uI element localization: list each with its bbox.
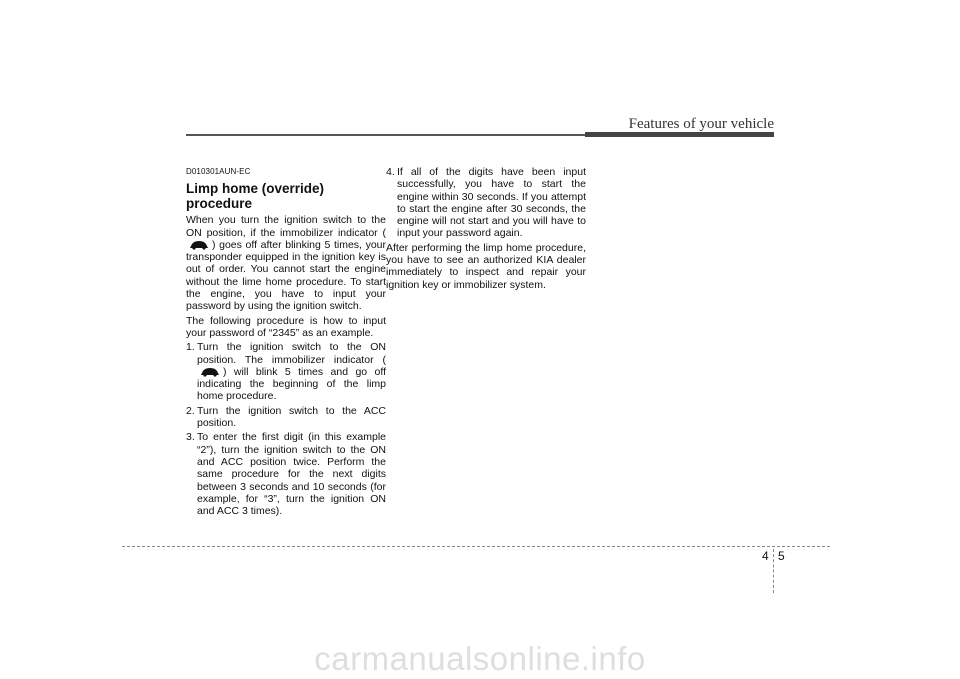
step-number: 1. xyxy=(186,341,195,354)
step-number: 3. xyxy=(186,431,195,444)
intro-text-a: When you turn the ignition switch to the ON position, if the immobilizer indicator ( xyxy=(186,214,386,239)
list-item xyxy=(386,166,586,240)
section-code: D010301AUN-EC xyxy=(186,167,251,176)
step-number: 4. xyxy=(386,166,395,178)
intro-paragraph xyxy=(186,214,386,312)
procedure-intro: The following procedure is how to input your password of “2345” as an example. xyxy=(186,314,386,339)
intro-text-b: ) goes off after blinking 5 times, your transponder equipped in the ignition key is out of order. You cannot start the engine without the lime home procedure. To start the engine, you have to input your password by using the ignition switch. xyxy=(186,238,386,313)
watermark: carmanualsonline.info xyxy=(314,640,646,677)
right-column xyxy=(386,166,586,293)
header-rule xyxy=(186,134,586,136)
section-heading: Limp home (override) procedure xyxy=(186,181,325,212)
list-item xyxy=(186,431,386,517)
page-divider xyxy=(773,549,774,593)
footer-rule xyxy=(122,546,830,547)
step-text: If all of the digits have been input successfully, you have to start the engine within 30 seconds. If you attempt to start the engine after 30 seconds, the engine will not start and you will have to input your password again. xyxy=(397,166,586,240)
step-text: To enter the first digit (in this example “2”), turn the ignition switch to the ON and ACC position twice. Perform the same procedure for the next digits between 3 seconds and 10 seconds (for example, for “3”, turn the ignition ON and ACC 3 times). xyxy=(197,431,386,518)
step-number: 2. xyxy=(186,404,195,417)
list-item xyxy=(186,405,386,430)
list-item xyxy=(186,341,386,402)
page-number: 5 xyxy=(778,549,785,563)
left-column xyxy=(186,166,386,519)
header-title: Features of your vehicle xyxy=(628,116,774,132)
step-text-b: ) will blink 5 times and go off indicating the beginning of the limp home procedure. xyxy=(197,365,386,403)
car-immobilizer-icon xyxy=(199,366,221,377)
closing-paragraph: After performing the limp home procedure, you have to see an authorized KIA dealer immediately to inspect and repair your ignition key or immobilizer system. xyxy=(386,241,586,291)
car-immobilizer-icon xyxy=(188,239,210,250)
step-text-a: Turn the ignition switch to the ON position. The immobilizer indicator ( xyxy=(197,341,386,366)
header-rule-accent xyxy=(585,132,774,137)
page-chapter: 4 xyxy=(762,549,769,563)
step-text: Turn the ignition switch to the ACC position. xyxy=(197,404,386,430)
